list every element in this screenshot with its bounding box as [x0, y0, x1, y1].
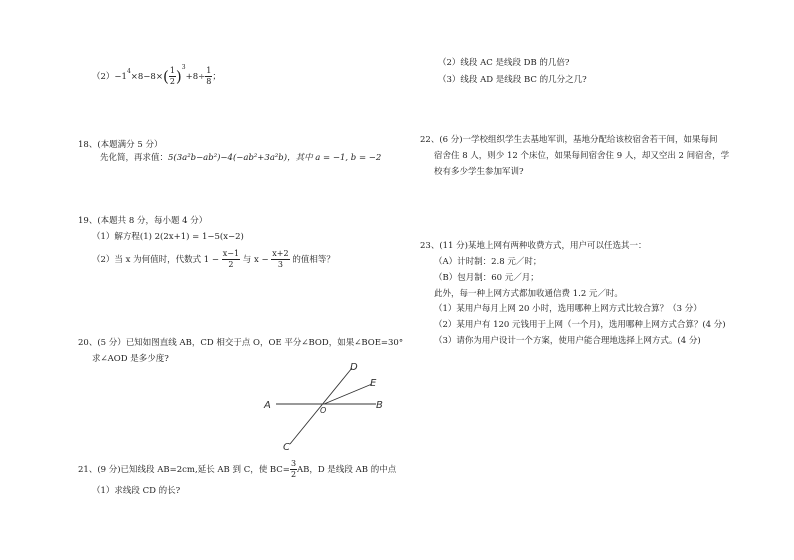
label-A: A — [264, 400, 271, 411]
q17-left-paren: ( — [162, 67, 169, 86]
q17-cube: 3 — [181, 64, 186, 71]
q17-expr-a-sup: 4 — [126, 68, 131, 75]
q21-line1 — [78, 460, 396, 479]
label-C: C — [283, 442, 290, 453]
label-D: D — [350, 362, 358, 373]
q21-fraction: $\frac{3}{2}$ — [290, 459, 297, 479]
label-O: O — [320, 406, 327, 415]
q23-option-a: （A）计时制：2.8 元／时； — [434, 257, 542, 267]
q21-line1-b: AB，D 是线段 AB 的中点 — [297, 465, 397, 475]
q18-body — [100, 153, 381, 163]
label-B: B — [376, 400, 383, 411]
q23-part2: （2）某用户有 120 元钱用于上网（一个月)，选用哪种上网方式合算？(4 分) — [434, 320, 726, 330]
label-E: E — [370, 378, 377, 389]
q19-fraction-1: $\frac{x-1}{2}$ — [222, 249, 240, 269]
q21-line1-a: 21、(9 分)已知线段 AB=2cm,延长 AB 到 C，使 BC= — [78, 465, 290, 475]
q18-expression: 5(3a²b−ab²)−4(−ab²+3a²b)，其中 a = −1, b = −2 — [168, 153, 382, 163]
q22-line1: 22、(6 分)一学校组织学生去基地军训，基地分配给该校宿舍若干间，如果每间 — [420, 135, 718, 145]
intersecting-lines-figure — [256, 358, 406, 458]
q18-header: 18、(本题满分 5 分） — [78, 140, 163, 150]
q21-part3: （3）线段 AD 是线段 BC 的几分之几? — [438, 75, 587, 85]
q22-line3: 校有多少学生参加军训? — [434, 167, 524, 177]
q21-part1: （1）求线段 CD 的长? — [92, 486, 181, 496]
q20-line1: 20、(5 分）已知如图直线 AB，CD 相交于点 O，OE 平分∠BOD，如果∠BOE=30° — [78, 338, 404, 348]
q19-part2-mid: 与 x − — [242, 255, 269, 265]
q17-expr-c: +8÷ — [185, 72, 206, 82]
q17-right-paren: ) — [175, 67, 182, 86]
q17-part2-num: （2） — [92, 72, 115, 82]
q19-part2-tail: 的值相等？ — [292, 255, 335, 265]
q23-option-b: （B）包月制：60 元／月； — [434, 273, 539, 283]
q17-expr-a: −1 — [114, 72, 127, 82]
q19-header: 19、(本题共 8 分，每小题 4 分） — [78, 216, 208, 226]
q21-part2: （2）线段 AC 是线段 DB 的几倍? — [438, 58, 570, 68]
q23-part1: （1）某用户每月上网 20 小时，选用哪种上网方式比较合算？（3 分） — [434, 304, 702, 314]
q17-part2 — [92, 64, 221, 86]
q17-expr-b: ×8−8× — [130, 72, 163, 82]
q17-eighth-fraction: $\frac{1}{8}$ — [206, 66, 212, 86]
q18-lead: 先化简，再求值： — [100, 153, 169, 163]
q19-part1: （1）解方程(1) 2(2x+1) = 1−5(x−2) — [92, 232, 244, 242]
q23-part3: （3）请你为用户设计一个方案，使用户能合理地选择上网方式。(4 分) — [434, 336, 701, 346]
q17-half-fraction: $\frac{1}{2}$ — [169, 66, 175, 86]
q17-tail: ； — [212, 72, 221, 82]
q22-line2: 宿舍住 8 人，则少 12 个床位，如果每间宿舍住 9 人，却又空出 2 间宿舍，学 — [434, 151, 730, 161]
q19-part2 — [92, 250, 335, 269]
q19-part2-lead: （2）当 x 为何值时，代数式 1 − — [92, 255, 220, 265]
q19-fraction-2: $\frac{x+2}{3}$ — [272, 249, 289, 269]
q23-extra: 此外，每一种上网方式都加收通信费 1.2 元／时。 — [434, 289, 623, 299]
q20-line2: 求∠AOD 是多少度? — [92, 354, 169, 364]
q23-line1: 23、(11 分)某地上网有两种收费方式，用户可以任选其一： — [420, 241, 647, 251]
